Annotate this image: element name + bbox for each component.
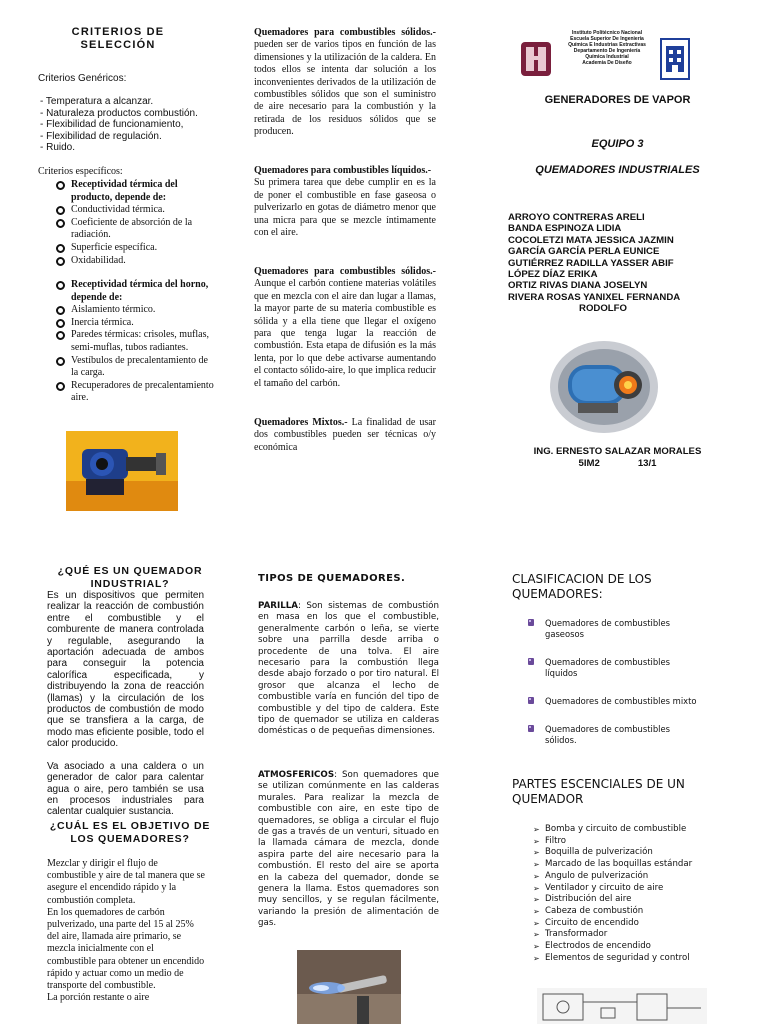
paragraph-heading: Quemadores Mixtos.- xyxy=(254,417,348,428)
paragraph-heading: Quemadores para combustibles líquidos.- xyxy=(254,165,432,176)
paragraph: En los quemadores de carbón pulverizado, una parte del 15 al 25% del aire, llamada aire primario, se mezcla inicialmente con el combustible para obtener un encendido rápido y actuar como un medio de transporte del combustible. xyxy=(47,906,205,992)
specific-criteria-label: Criterios específicos: xyxy=(38,166,123,177)
list-item: Coeficiente de absorción de la radiación. xyxy=(55,217,215,242)
list-item: Paredes térmicas: crisoles, muflas, semi-muflas, tubos radiantes. xyxy=(55,329,215,354)
esiqie-logo xyxy=(660,38,690,80)
member-name: GUTIÉRREZ RADILLA YASSER ABIF xyxy=(508,257,674,269)
burner-objective-heading: ¿CUÁL ES EL OBJETIVO DE LOS QUEMADORES? xyxy=(49,820,211,845)
list-item: ➢ Circuito de encendido xyxy=(533,918,733,930)
paragraph-body: La finalidad de usar dos combustibles pueden ser técnicas o/y económica xyxy=(254,417,437,453)
paragraph: La porción restante o aire xyxy=(47,992,150,1004)
boiler-image xyxy=(548,339,660,435)
list-item: ➢ Boquilla de pulverización xyxy=(533,847,733,859)
paragraph-heading: Quemadores para combustibles sólidos.- xyxy=(254,27,436,38)
list-item: ➢ Elementos de seguridad y control xyxy=(533,953,733,965)
paragraph-body: : Son sistemas de combustión en masa en los que el combustible, generalmente carbón o leña, se vierte sobre una parrilla desde arriba o procedente de una tolva. El aire necesario para la combustión llega desde abajo forzado o por tiro natural. El grosor que alcanza el lecho de combustible varía en función del tipo de combustible y del tipo de caldera. Este tipo de quemador se utiliza en calderas domésticas o de pequeñas dimensiones. xyxy=(258,601,439,737)
burner-types-title: TIPOS DE QUEMADORES. xyxy=(258,573,406,584)
what-is-burner-answer xyxy=(47,590,204,818)
gas-torch-image xyxy=(297,950,401,1024)
list-item: ➢ Transformador xyxy=(533,929,733,941)
paragraph-body: Su primera tarea que debe cumplir en es la de poner el combustible en fase gaseosa o pulverizarlo en gotas de diámetro menor que una micra para que se mezcle íntimamente con el aire. xyxy=(254,177,436,239)
subject-title: QUEMADORES INDUSTRIALES xyxy=(535,164,700,176)
member-name: GARCÍA GARCÍA PERLA EUNICE xyxy=(508,246,660,258)
member-name: ORTIZ RIVAS DIANA JOSELYN xyxy=(508,280,648,292)
paragraph-heading: PARILLA xyxy=(258,601,299,611)
solid-fuel-burners-paragraph-2 xyxy=(254,266,436,390)
list-item: Quemadores de combustibles gaseosos xyxy=(527,618,697,640)
list-item: ➢ Electrodos de encendido xyxy=(533,941,733,953)
paragraph-body: pueden ser de varios tipos en función de las dimensiones y la utilización de la caldera. En todos ellos se intenta dar solución a los inconvenientes derivados de la utilización de combustibles sólidos que son el suministro de aire necesario para la combustión y la retirada de los residuos sólidos que se producen. xyxy=(254,39,436,138)
list-item: - Flexibilidad de funcionamiento, xyxy=(40,119,184,131)
institution-header xyxy=(557,30,657,66)
ipn-logo xyxy=(519,40,553,78)
institution-line: Química Industrial xyxy=(585,54,629,60)
list-item: Vestíbulos de precalentamiento de la carga. xyxy=(55,355,215,380)
essential-parts-list xyxy=(533,824,733,964)
list-item: ➢ Distribución del aire xyxy=(533,894,733,906)
list-item: Aislamiento térmico. xyxy=(55,304,215,317)
selection-criteria-title: CRITERIOS DE SELECCIÓN xyxy=(71,26,165,51)
list-item: Receptividad térmica del horno, depende de: xyxy=(55,279,215,304)
paragraph-heading: ATMOSFERICOS xyxy=(258,770,335,780)
group-label: 5IM2 xyxy=(578,458,600,469)
oven-receptivity-list xyxy=(55,279,215,405)
institution-line: Departamento De Ingeniería xyxy=(573,48,641,54)
list-item: ➢ Ventilador y circuito de aire xyxy=(533,883,733,895)
paragraph: Es un dispositivos que permiten realizar la reacción de combustión entre el combustible y el comburente de manera controlada y regulable, asegurando la aportación adecuada de ambos para conseguir la potencia calorífica especificada, y distribuyendo la zona de reacción (llamas) y la circulación de los productos de combustión de modo que se transfiera a la carga, de modo mas eficiente posible, todo el calor producido. xyxy=(47,590,204,750)
list-item: - Flexibilidad de regulación. xyxy=(40,130,162,142)
bullet-icon xyxy=(527,618,535,627)
cover-title: GENERADORES DE VAPOR xyxy=(544,94,691,106)
bullet-icon xyxy=(527,724,535,733)
list-item: ➢ Angulo de pulverización xyxy=(533,871,733,883)
what-is-burner-heading: ¿QUÉ ES UN QUEMADOR INDUSTRIAL? xyxy=(57,565,203,590)
list-item: Quemadores de combustibles sólidos. xyxy=(527,724,697,746)
team-label: EQUIPO 3 xyxy=(591,138,644,150)
teacher-name: ING. ERNESTO SALAZAR MORALES xyxy=(533,446,702,457)
list-item: Recuperadores de precalentamiento aire. xyxy=(55,380,215,405)
list-item: - Naturaleza productos combustión. xyxy=(40,107,198,119)
paragraph-heading: Quemadores para combustibles sólidos.- xyxy=(254,266,436,277)
list-item: ➢ Bomba y circuito de combustible xyxy=(533,824,733,836)
list-item: Conductividad térmica. xyxy=(55,204,215,217)
generic-criteria-list xyxy=(40,96,220,154)
list-item: Quemadores de combustibles mixto xyxy=(527,696,697,707)
member-name: RIVERA ROSAS YANIXEL FERNANDA xyxy=(508,291,681,303)
paragraph: Mezclar y dirigir el flujo de combustible y aire de tal manera que se asegure el encendido rápido y la combustión completa. xyxy=(47,858,205,906)
member-name: ARROYO CONTRERAS ARELI xyxy=(508,212,645,223)
classification-list xyxy=(527,618,697,763)
mixed-burners-paragraph xyxy=(254,417,436,454)
generic-criteria-label: Criterios Genéricos: xyxy=(38,73,127,84)
list-item: Inercia térmica. xyxy=(55,317,215,330)
paragraph: Va asociado a una caldera o un generador de calor para calentar agua o aire, pero también se usa en procesos industriales para calentar cualquier sustancia. xyxy=(47,760,204,818)
institution-line: Química E Industrias Extractivas xyxy=(568,42,646,48)
solid-fuel-burners-paragraph xyxy=(254,27,436,139)
product-receptivity-list xyxy=(55,179,215,267)
date-label: 13/1 xyxy=(637,458,657,469)
paragraph-body: : Son quemadores que se utilizan comúnmente en las calderas murales. Para realizar la mezcla de combustible con aire, en este tipo de quemadores, se obliga a circular el flujo de gas a través de un venturi, situado en la llamada cámara de mezcla, donde aspira parte del aire necesario para la combustión. El resto del aire se aporta en la cabeza del quemador, donde se genera la llama. Estos quemadores son muy sencillos, y se regulan fácilmente, variando la presión de alimentación de gas. xyxy=(258,770,439,929)
teacher-block xyxy=(505,446,730,470)
member-name: LÓPEZ DÍAZ ERIKA xyxy=(508,269,598,281)
group-date-line xyxy=(505,458,730,470)
burner-diagram-image xyxy=(537,988,707,1024)
member-name-continuation: RODOLFO xyxy=(579,303,627,315)
member-name: BANDA ESPINOZA LIDIA xyxy=(508,223,622,235)
institution-line: Escuela Superior De Ingeniería xyxy=(570,36,644,42)
list-item: ➢ Cabeza de combustión xyxy=(533,906,733,918)
liquid-fuel-burners-paragraph xyxy=(254,165,436,239)
institution-line: Academia De Diseño xyxy=(582,60,632,66)
list-item: Superficie específica. xyxy=(55,242,215,255)
grate-burner-paragraph xyxy=(258,601,439,738)
classification-title: CLASIFICACION DE LOS QUEMADORES: xyxy=(512,572,652,601)
bullet-icon xyxy=(527,696,535,705)
member-name: COCOLETZI MATA JESSICA JAZMIN xyxy=(508,234,674,246)
list-item: Receptividad térmica del producto, depende de: xyxy=(55,179,215,204)
list-item: Oxidabilidad. xyxy=(55,255,215,268)
institution-line: Instituto Politécnico Nacional xyxy=(571,30,642,36)
list-item: ➢ Filtro xyxy=(533,836,733,848)
list-item: - Ruido. xyxy=(40,142,76,154)
burner-objective-answer xyxy=(47,858,205,1004)
essential-parts-title: PARTES ESCENCIALES DE UN QUEMADOR xyxy=(512,777,685,806)
atmospheric-burner-paragraph xyxy=(258,770,439,930)
burner-image xyxy=(66,431,178,511)
list-item: - Temperatura a alcanzar. xyxy=(40,96,154,107)
paragraph-body: Aunque el carbón contiene materias volátiles que en mezcla con el aire dan lugar a llamas, la mayor parte de su materia combustible es sólida y a ella tiene que llegar el oxígeno para que tenga lugar la reacción de combustión. Esta etapa de difusión es la más lenta, por lo que debe activarse aumentando el contacto sólido-aire, lo que implica reducir el tamaño del carbón. xyxy=(254,278,436,389)
list-item: Quemadores de combustibles líquidos xyxy=(527,657,697,679)
bullet-icon xyxy=(527,657,535,666)
team-members xyxy=(508,212,733,315)
list-item: ➢ Marcado de las boquillas estándar xyxy=(533,859,733,871)
